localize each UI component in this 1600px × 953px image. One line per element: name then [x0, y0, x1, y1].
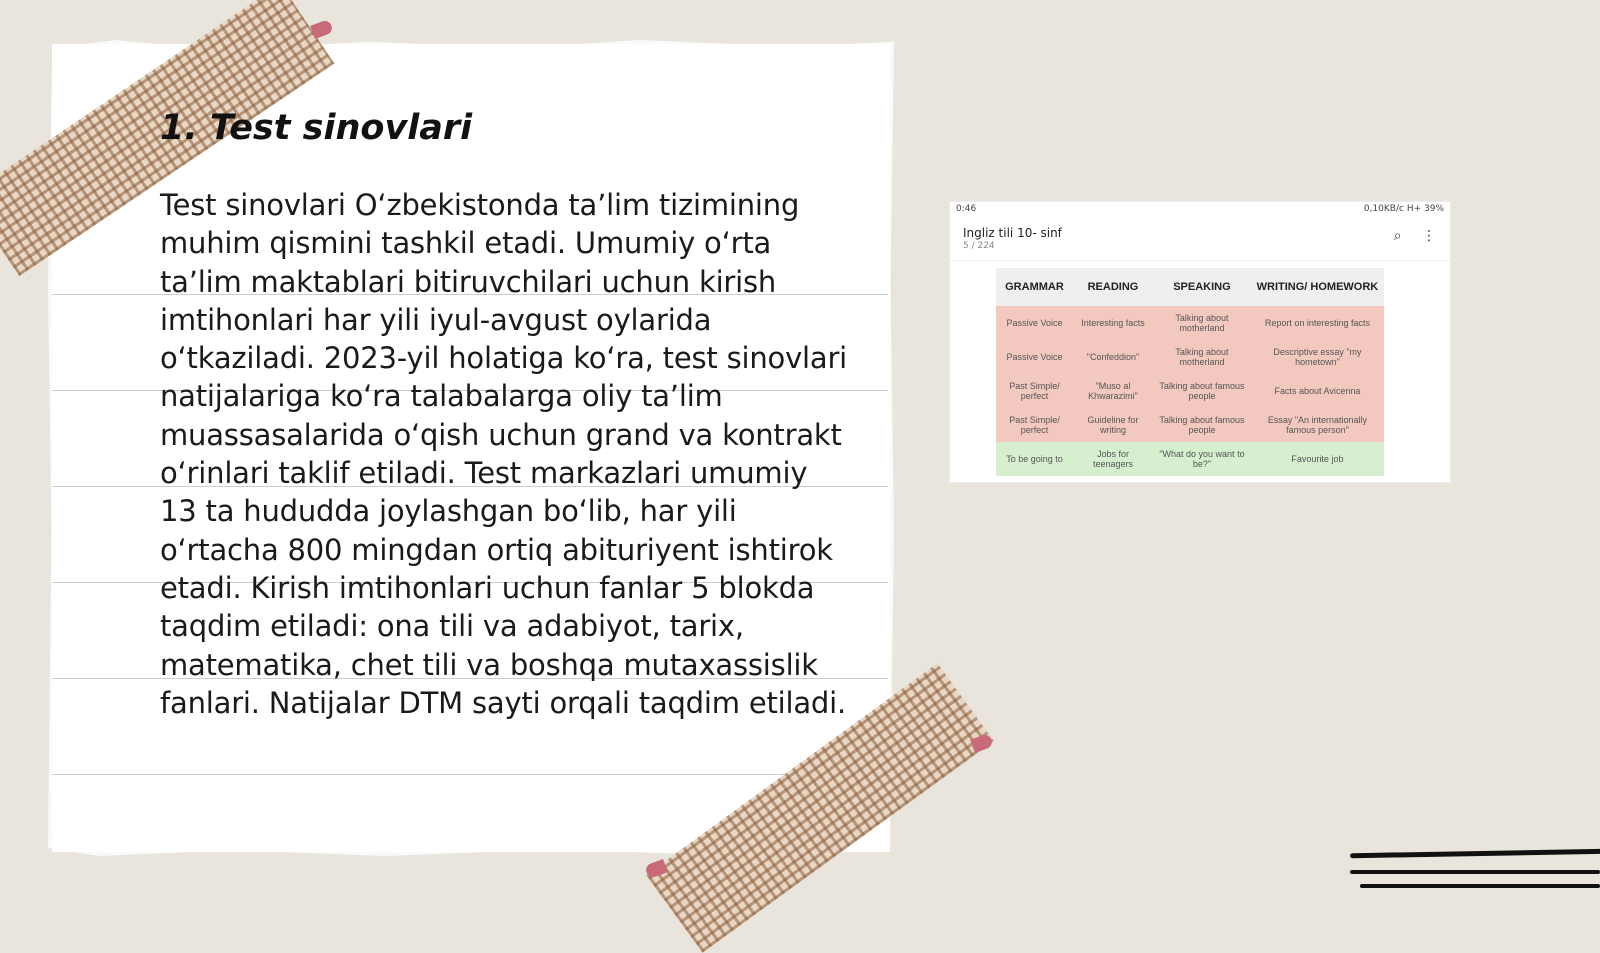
table-cell: Talking about motherland	[1153, 306, 1251, 340]
curriculum-table	[996, 268, 1384, 476]
table-header-row	[996, 268, 1384, 306]
paper-rule	[52, 774, 888, 775]
brush-stroke	[1350, 870, 1600, 874]
table-cell: Talking about motherland	[1153, 340, 1251, 374]
table-cell: "Confeddion"	[1073, 340, 1153, 374]
brush-stroke	[1360, 884, 1600, 888]
app-actions	[1394, 228, 1436, 244]
table-cell: Report on interesting facts	[1251, 306, 1384, 340]
phone-screenshot	[950, 202, 1450, 482]
table-row	[996, 306, 1384, 340]
page-indicator: 5 / 224	[963, 241, 995, 251]
table-cell: "Muso al Khwarazimi"	[1073, 374, 1153, 408]
table-cell: Past Simple/ perfect	[996, 374, 1073, 408]
table-header: GRAMMAR	[996, 268, 1073, 306]
search-icon[interactable]: ⌕	[1393, 228, 1402, 244]
slide-body-text: Test sinovlari O‘zbekistonda ta’lim tizimining muhim qismini tashkil etadi. Umumiy o‘rta ta’lim maktablari bitiruvchilari uchun kirish imtihonlari har yili iyul-avgust oylarida o‘tkaziladi. 2023-yil holatiga ko‘ra, test sinovlari natijalariga ko‘ra talabalarga oliy ta’lim muassasalarida o‘qish uchun grand va kontrakt o‘rinlari taklif etiladi. Test markazlari umumiy 13 ta hududda joylashgan bo‘lib, har yili o‘rtacha 800 mingdan ortiq abituriyent ishtirok etadi. Kirish imtihonlari uchun fanlar 5 blokda taqdim etiladi: ona tili va adabiyot, tarix, matematika, chet tili va boshqa mutaxassislik fanlari. Natijalar DTM sayti orqali taqdim etiladi.	[160, 188, 848, 720]
brush-stroke	[1350, 849, 1600, 859]
table-row	[996, 442, 1384, 476]
app-title: Ingliz tili 10- sinf	[963, 226, 1062, 240]
status-indicators: 0,10KB/c H+ 39%	[1363, 204, 1444, 214]
table-cell: "What do you want to be?"	[1153, 442, 1251, 476]
table-cell: Interesting facts	[1073, 306, 1153, 340]
table-cell: Favourite job	[1251, 442, 1384, 476]
table-header: SPEAKING	[1153, 268, 1251, 306]
table-cell: Facts about Avicenna	[1251, 374, 1384, 408]
table-cell: Guideline for writing	[1073, 408, 1153, 442]
status-time: 0:46	[956, 204, 977, 214]
table-row	[996, 374, 1384, 408]
slide-title: 1. Test sinovlari	[160, 108, 473, 148]
more-vert-icon[interactable]: ⋮	[1422, 228, 1436, 244]
table-cell: Talking about famous people	[1153, 408, 1251, 442]
table-row	[996, 408, 1384, 442]
table-cell: Passive Voice	[996, 306, 1073, 340]
table-header: WRITING/ HOMEWORK	[1251, 268, 1384, 306]
table-cell: Passive Voice	[996, 340, 1073, 374]
table-cell: Past Simple/ perfect	[996, 408, 1073, 442]
table-row	[996, 340, 1384, 374]
app-bar	[950, 216, 1450, 261]
table-cell: Essay "An internationally famous person"	[1251, 408, 1384, 442]
phone-status-bar	[950, 202, 1450, 216]
table-cell: Jobs for teenagers	[1073, 442, 1153, 476]
table-cell: To be going to	[996, 442, 1073, 476]
table-header: READING	[1073, 268, 1153, 306]
table-cell: Talking about famous people	[1153, 374, 1251, 408]
tape-tip	[310, 19, 334, 39]
table-cell: Descriptive essay "my hometown"	[1251, 340, 1384, 374]
